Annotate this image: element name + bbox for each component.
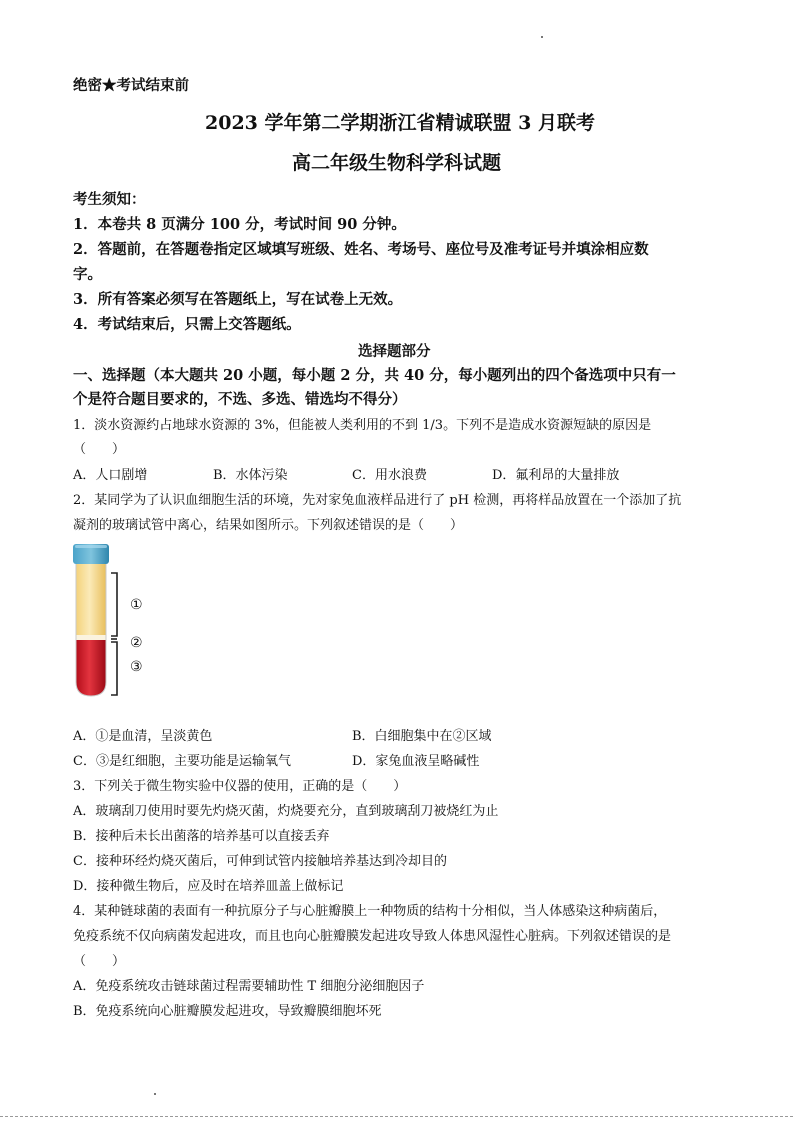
q1-option-a: A．人口剧增 [73, 468, 148, 483]
q3-option-d: D．接种微生物后，应及时在培养皿盖上做标记 [73, 879, 344, 894]
q4-answer-blank: （ ） [73, 954, 126, 969]
q4-stem: 免疫系统不仅向病菌发起进攻，而且也向心脏瓣膜发起进攻导致人体患风湿性心脏病。下列叙述错误的是 [73, 929, 672, 944]
tube-cap [73, 544, 109, 564]
q2-option-a: A．①是血清，呈淡黄色 [73, 729, 213, 744]
label-red-cells: ③ [130, 659, 143, 675]
q2-option-d: D．家兔血液呈略碱性 [352, 754, 480, 769]
q1-option-b: B．水体污染 [213, 468, 288, 483]
q1-answer-blank: （ ） [73, 442, 126, 457]
notice-item: 2．答题前，在答题卷指定区域填写班级、姓名、考场号、座位号及准考证号并填涂相应数 [73, 241, 649, 258]
section-title: 选择题部分 [358, 343, 431, 360]
section-intro: 个是符合题目要求的，不选、多选、错选均不得分） [73, 391, 407, 408]
notice-item: 3．所有答案必须写在答题纸上，写在试卷上无效。 [73, 291, 403, 308]
q1-option-c: C．用水浪费 [352, 468, 427, 483]
q4-stem: 4．某种链球菌的表面有一种抗原分子与心脏瓣膜上一种物质的结构十分相似，当人体感染这种病菌后， [73, 904, 667, 919]
scan-dot [541, 36, 543, 38]
q1-stem: 1．淡水资源约占地球水资源的 3%，但能被人类利用的不到 1/3。下列不是造成水资源短缺的原因是 [73, 418, 652, 433]
scan-dot [154, 1093, 156, 1095]
notice-item: 1．本卷共 8 页满分 100 分，考试时间 90 分钟。 [73, 216, 406, 233]
tube-body [76, 560, 106, 696]
exam-subtitle: 高二年级生物科学科试题 [292, 152, 502, 174]
bracket-lines [111, 573, 117, 695]
page-bottom-rule [0, 1116, 793, 1117]
notice-item: 4．考试结束后，只需上交答题纸。 [73, 316, 301, 333]
exam-title: 2023 学年第二学期浙江省精诚联盟 3 月联考 [205, 112, 595, 134]
q3-option-a: A．玻璃刮刀使用时要先灼烧灭菌，灼烧要充分，直到玻璃刮刀被烧红为止 [73, 804, 499, 819]
label-buffy-coat: ② [130, 635, 143, 651]
q1-option-d: D．氟利昂的大量排放 [492, 468, 620, 483]
test-tube-figure [70, 540, 160, 700]
q3-stem: 3．下列关于微生物实验中仪器的使用，正确的是（ ） [73, 779, 407, 794]
notice-heading: 考生须知： [73, 191, 146, 208]
q2-stem: 2．某同学为了认识血细胞生活的环境，先对家兔血液样品进行了 pH 检测，再将样品放置在一个添加了抗 [73, 493, 682, 508]
q3-option-c: C．接种环经灼烧灭菌后，可伸到试管内接触培养基达到冷却目的 [73, 854, 447, 869]
notice-item: 字。 [73, 266, 102, 283]
secret-label: 绝密★考试结束前 [73, 77, 189, 94]
q3-option-b: B．接种后未长出菌落的培养基可以直接丢弃 [73, 829, 330, 844]
q4-option-b: B．免疫系统向心脏瓣膜发起进攻，导致瓣膜细胞坏死 [73, 1004, 382, 1019]
q2-option-b: B．白细胞集中在②区域 [352, 729, 492, 744]
label-plasma: ① [130, 597, 143, 613]
q4-option-a: A．免疫系统攻击链球菌过程需要辅助性 T 细胞分泌细胞因子 [73, 979, 425, 994]
section-intro: 一、选择题（本大题共 20 小题，每小题 2 分，共 40 分，每小题列出的四个备选项中只有一 [73, 367, 676, 384]
q2-option-c: C．③是红细胞，主要功能是运输氧气 [73, 754, 291, 769]
q2-stem: 凝剂的玻璃试管中离心，结果如图所示。下列叙述错误的是（ ） [73, 518, 464, 533]
